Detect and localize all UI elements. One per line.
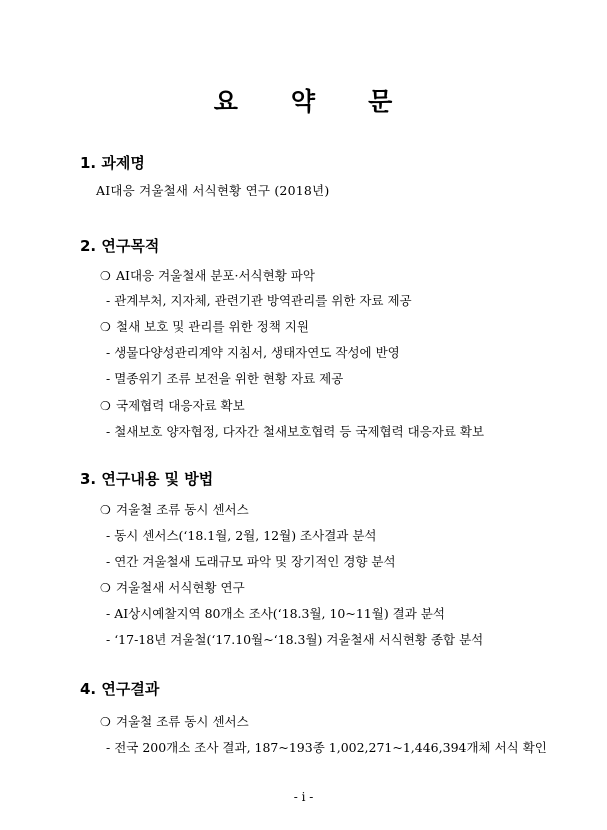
section-heading: 2. 연구목적	[80, 237, 160, 255]
bullet-item: ❍ 겨울철새 서식현황 연구	[100, 580, 245, 595]
bullet-icon: ❍	[100, 715, 111, 729]
sub-item: - AI상시예찰지역 80개소 조사(‘18.3월, 10~11월) 결과 분석	[106, 606, 445, 621]
sub-item: - ‘17-18년 겨울철(‘17.10월~‘18.3월) 겨울철새 서식현황 종합 분석	[106, 632, 484, 647]
sub-item: - 멸종위기 조류 보전을 위한 현황 자료 제공	[106, 371, 344, 386]
sub-item: - 동시 센서스(‘18.1월, 2월, 12월) 조사결과 분석	[106, 528, 377, 543]
bullet-item: ❍ 겨울철 조류 동시 센서스	[100, 502, 249, 517]
bullet-icon: ❍	[100, 320, 111, 334]
section-text: AI대응 겨울철새 서식현황 연구 (2018년)	[96, 183, 330, 198]
title-char: 문	[368, 87, 394, 116]
bullet-item: ❍ 겨울철 조류 동시 센서스	[100, 714, 249, 729]
section-heading: 1. 과제명	[80, 154, 145, 172]
sub-item: - 전국 200개소 조사 결과, 187~193종 1,002,271~1,446,394개체 서식 확인	[106, 740, 547, 755]
title-char: 요	[213, 87, 239, 116]
section-heading: 4. 연구결과	[80, 680, 160, 698]
bullet-icon: ❍	[100, 269, 111, 283]
bullet-icon: ❍	[100, 503, 111, 517]
bullet-item: ❍ 국제협력 대응자료 확보	[100, 398, 245, 413]
sub-item: - 관계부처, 지자체, 관련기관 방역관리를 위한 자료 제공	[106, 293, 412, 308]
page-title	[0, 82, 607, 118]
section-heading: 3. 연구내용 및 방법	[80, 470, 214, 488]
sub-item: - 철새보호 양자협정, 다자간 철새보호협력 등 국제협력 대응자료 확보	[106, 424, 485, 439]
sub-item: - 연간 겨울철새 도래규모 파악 및 장기적인 경향 분석	[106, 554, 396, 569]
bullet-item: ❍ 철새 보호 및 관리를 위한 정책 지원	[100, 319, 309, 334]
title-char: 약	[290, 87, 317, 116]
bullet-icon: ❍	[100, 581, 111, 595]
bullet-icon: ❍	[100, 399, 111, 413]
page-number: - i -	[293, 790, 314, 804]
bullet-item: ❍ AI대응 겨울철새 분포·서식현황 파악	[100, 268, 315, 283]
sub-item: - 생물다양성관리계약 지침서, 생태자연도 작성에 반영	[106, 345, 400, 360]
